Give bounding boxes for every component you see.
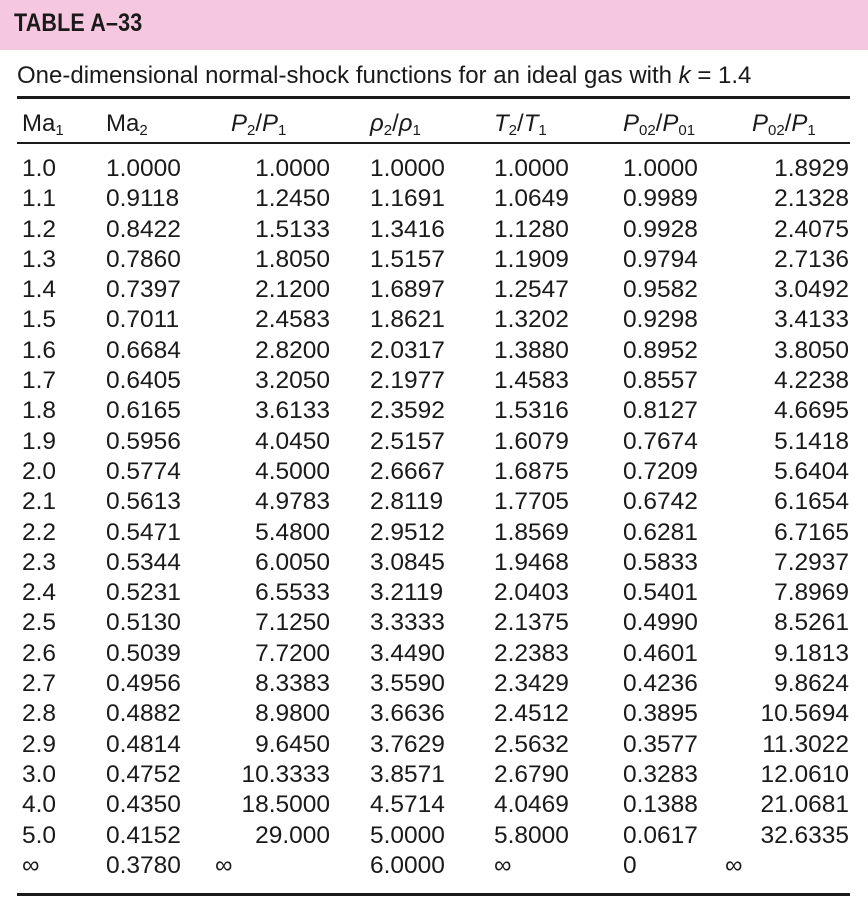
table-cell: 0.4814 (106, 730, 181, 758)
table-cell: 2.4 (22, 579, 57, 607)
header-symbol-denominator: ρ (398, 110, 413, 137)
column-header-3 (231, 110, 286, 139)
table-row (0, 852, 868, 882)
table-cell: 0.9582 (623, 276, 698, 304)
table-cell: 1.1909 (494, 245, 569, 273)
header-row (0, 106, 868, 142)
table-cell: 0.3577 (623, 730, 698, 758)
table-cell: 9.1813 (774, 639, 849, 667)
header-separator: / (255, 110, 263, 137)
table-cell: 3.2050 (255, 367, 330, 395)
table-cell: 1.8569 (494, 518, 569, 546)
table-cell: 2.2 (22, 518, 57, 546)
table-cell: 1.3 (22, 245, 57, 273)
table-cell: 2.0403 (494, 579, 569, 607)
table-cell: 2.8 (22, 700, 57, 728)
caption-k-symbol: k (678, 62, 691, 89)
table-cell: 2.9512 (370, 518, 445, 546)
table-cell: 3.6636 (370, 700, 445, 728)
table-cell: 0.5833 (623, 548, 698, 576)
table-cell: 1.6 (22, 336, 57, 364)
header-symbol-denominator: P (262, 110, 279, 137)
table-cell: 29.000 (255, 821, 330, 849)
table-cell: 2.6 (22, 639, 57, 667)
table-cell: 1.0000 (106, 155, 181, 182)
table-cell: 0.9928 (623, 215, 698, 243)
table-cell: 5.8000 (494, 821, 569, 849)
table-cell: 11.3022 (762, 730, 849, 758)
table-cell: 2.1375 (494, 609, 569, 637)
table-cell: 2.0317 (370, 336, 445, 364)
table-cell: 6.0050 (255, 548, 330, 576)
table-cell: 7.8969 (774, 579, 849, 607)
table-row (0, 519, 868, 549)
table-title: TABLE A–33 (14, 9, 143, 37)
table-cell: 2.3429 (494, 670, 569, 698)
table-cell: 32.6335 (760, 821, 849, 849)
header-separator: / (517, 110, 524, 137)
table-cell: 0.3283 (623, 760, 698, 788)
table-cell: 7.7200 (255, 639, 330, 667)
table-cell: 0.8952 (623, 336, 698, 364)
table-cell: 3.3333 (370, 609, 445, 637)
column-header-1 (22, 110, 64, 139)
table-cell: 0.5613 (106, 488, 181, 516)
table-cell: 0.7860 (106, 245, 181, 273)
table-cell: 3.6133 (255, 397, 330, 425)
table-cell: 9.8624 (774, 670, 849, 698)
table-cell: 0.0617 (623, 821, 698, 849)
table-cell: 1.5133 (255, 215, 330, 243)
header-subscript-denominator: 1 (807, 122, 816, 139)
table-cell: 1.6079 (494, 427, 569, 455)
header-separator: / (655, 110, 663, 137)
header-symbol: Ma (106, 110, 140, 137)
header-subscript-denominator: 1 (538, 122, 547, 139)
header-symbol: ρ (370, 110, 384, 137)
table-cell: 0.5774 (106, 457, 181, 485)
table-cell: ∞ (22, 851, 40, 879)
column-header-7 (752, 110, 816, 139)
table-cell: 0.6684 (106, 336, 181, 364)
table-row (0, 397, 868, 427)
table-cell: 3.4490 (370, 639, 445, 667)
table-row (0, 428, 868, 458)
table-cell: 0.6281 (623, 518, 698, 546)
table-caption (17, 62, 751, 90)
header-symbol-denominator: T (523, 110, 539, 137)
header-subscript: 02 (768, 122, 785, 139)
table-cell: 0.4882 (106, 700, 181, 728)
table-cell: 4.5714 (370, 791, 445, 819)
table-cell: 2.1328 (774, 185, 849, 213)
table-cell: 0.5956 (106, 427, 181, 455)
caption-suffix: = 1.4 (690, 62, 752, 89)
table-cell: 0.4956 (106, 670, 181, 698)
table-cell: 6.1654 (774, 488, 849, 516)
table-cell: 2.5157 (370, 427, 445, 455)
table-cell: 1.4 (22, 276, 57, 304)
table-cell: 2.3 (22, 548, 57, 576)
table-cell: 1.9468 (494, 548, 569, 576)
top-rule (17, 96, 850, 99)
table-cell: 0.8557 (623, 367, 698, 395)
table-cell: 6.0000 (370, 851, 445, 879)
table-cell: 0.7674 (623, 427, 698, 455)
table-row (0, 822, 868, 852)
table-row (0, 306, 868, 336)
table-cell: 0.4601 (623, 639, 698, 667)
header-subscript-denominator: 1 (412, 122, 421, 139)
table-cell: 10.5694 (760, 700, 849, 728)
table-cell: 0.5130 (106, 609, 181, 637)
table-cell: 1.3202 (494, 306, 569, 334)
table-cell: 0.4350 (106, 791, 181, 819)
table-cell: 1.8 (22, 397, 57, 425)
table-row (0, 700, 868, 730)
header-symbol: Ma (22, 110, 56, 137)
table-cell: 3.8050 (774, 336, 849, 364)
table-row (0, 761, 868, 791)
table-cell: 4.9783 (255, 488, 330, 516)
table-row (0, 791, 868, 821)
table-cell: 8.9800 (255, 700, 330, 728)
table-row (0, 216, 868, 246)
header-rule (17, 142, 850, 144)
table-cell: 0.5039 (106, 639, 181, 667)
table-cell: 0.9794 (623, 245, 698, 273)
table-cell: 0.5401 (623, 579, 698, 607)
table-cell: 1.6897 (370, 276, 445, 304)
table-cell: 3.8571 (370, 760, 445, 788)
table-cell: 1.3416 (370, 215, 445, 243)
header-symbol-denominator: P (791, 110, 808, 137)
table-row (0, 276, 868, 306)
table-cell: 2.6667 (370, 457, 445, 485)
table-row (0, 640, 868, 670)
table-cell: 0.9298 (623, 306, 698, 334)
header-subscript: 02 (639, 122, 656, 139)
table-cell: 2.7 (22, 670, 57, 698)
table-cell: 3.5590 (370, 670, 445, 698)
table-cell: 2.1200 (255, 276, 330, 304)
table-cell: 0.6405 (106, 367, 181, 395)
header-subscript: 2 (139, 122, 148, 139)
table-body (0, 155, 868, 882)
table-cell: 12.0610 (760, 760, 849, 788)
table-cell: 8.5261 (774, 609, 849, 637)
table-cell: 1.7705 (494, 488, 569, 516)
table-cell: 1.0000 (255, 155, 330, 182)
table-cell: 3.7629 (370, 730, 445, 758)
table-cell: 0.7397 (106, 276, 181, 304)
header-subscript: 2 (383, 122, 393, 139)
header-subscript: 2 (508, 122, 518, 139)
table-cell: 5.4800 (255, 518, 330, 546)
table-cell: 1.1280 (494, 215, 569, 243)
header-symbol: P (752, 110, 769, 137)
table-cell: 3.0492 (774, 276, 849, 304)
table-cell: 1.5316 (494, 397, 569, 425)
table-cell: 1.0 (22, 155, 57, 182)
table-cell: 7.1250 (255, 609, 330, 637)
table-cell: 1.0649 (494, 185, 569, 213)
header-subscript-denominator: 1 (278, 122, 287, 139)
table-cell: 0.4752 (106, 760, 181, 788)
table-cell: 0.5344 (106, 548, 181, 576)
table-cell: 2.5 (22, 609, 57, 637)
table-cell: 2.8119 (370, 488, 444, 516)
table-cell: 2.4075 (774, 215, 849, 243)
table-cell: 1.9 (22, 427, 57, 455)
column-header-4 (370, 110, 421, 139)
table-cell: 1.0000 (370, 155, 445, 182)
table-cell: 1.2450 (255, 185, 330, 213)
table-row (0, 458, 868, 488)
table-cell: 0.6742 (623, 488, 698, 516)
caption-prefix: One-dimensional normal-shock functions for an ideal gas with (17, 62, 679, 89)
table-cell: 3.0845 (370, 548, 445, 576)
table-row (0, 670, 868, 700)
table-cell: 4.5000 (255, 457, 330, 485)
table-cell: 3.2119 (370, 579, 444, 607)
header-subscript: 1 (55, 122, 64, 139)
table-cell: 0.5471 (106, 518, 181, 546)
table-row (0, 185, 868, 215)
table-cell: 3.4133 (774, 306, 849, 334)
table-cell: 1.8050 (255, 245, 330, 273)
table-cell: ∞ (494, 851, 512, 879)
header-symbol: P (231, 110, 248, 137)
table-cell: 10.3333 (241, 760, 330, 788)
table-cell: 0.5231 (106, 579, 181, 607)
table-cell: 1.0000 (623, 155, 698, 182)
table-row (0, 579, 868, 609)
table-cell: 0.7209 (623, 457, 698, 485)
header-separator: / (784, 110, 792, 137)
table-cell: 8.3383 (255, 670, 330, 698)
column-header-6 (623, 110, 695, 139)
table-cell: 0.8422 (106, 215, 181, 243)
table-cell: 2.8200 (255, 336, 330, 364)
table-cell: 2.6790 (494, 760, 569, 788)
table-cell: 2.0 (22, 457, 57, 485)
table-cell: 5.1418 (774, 427, 849, 455)
table-cell: 0.4236 (623, 670, 698, 698)
table-cell: 21.0681 (760, 791, 849, 819)
table-cell: 1.5157 (370, 245, 445, 273)
table-cell: 5.0 (22, 821, 57, 849)
table-cell: 2.1 (22, 488, 57, 516)
table-cell: 1.4583 (494, 367, 569, 395)
table-cell: ∞ (725, 851, 743, 879)
table-cell: 18.5000 (241, 791, 330, 819)
table-cell: 4.0469 (494, 791, 569, 819)
header-symbol: P (623, 110, 640, 137)
table-cell: 4.6695 (774, 397, 849, 425)
table-cell: 2.4512 (494, 700, 569, 728)
table-cell: 0.6165 (106, 397, 181, 425)
table-row (0, 731, 868, 761)
table-cell: 2.2383 (494, 639, 569, 667)
title-banner (0, 0, 868, 50)
header-symbol: T (494, 110, 509, 137)
table-cell: 2.1977 (370, 367, 445, 395)
table-cell: 1.6875 (494, 457, 569, 485)
table-cell: 1.3880 (494, 336, 569, 364)
table-cell: 4.0450 (255, 427, 330, 455)
table-cell: 3.0 (22, 760, 57, 788)
table-cell: 4.0 (22, 791, 57, 819)
table-row (0, 609, 868, 639)
table-cell: 2.7136 (774, 245, 849, 273)
table-cell: 2.4583 (255, 306, 330, 334)
table-row (0, 246, 868, 276)
table-row (0, 488, 868, 518)
header-subscript-denominator: 01 (678, 122, 696, 139)
table-cell: 0.3780 (106, 851, 181, 879)
table-cell: 0.9118 (106, 185, 180, 213)
table-cell: 0.8127 (623, 397, 698, 425)
table-cell: ∞ (215, 851, 233, 879)
table-cell: 0.3895 (623, 700, 698, 728)
table-cell: 5.0000 (370, 821, 445, 849)
table-cell: 6.7165 (774, 518, 849, 546)
table-cell: 6.5533 (255, 579, 330, 607)
header-symbol-denominator: P (662, 110, 679, 137)
header-subscript: 2 (247, 122, 256, 139)
table-cell: 0.9989 (623, 185, 698, 213)
table-row (0, 549, 868, 579)
table-cell: 0.7011 (106, 306, 180, 334)
table-cell: 2.3592 (370, 397, 445, 425)
table-cell: 1.0000 (494, 155, 569, 182)
bottom-rule (17, 893, 850, 896)
table-cell: 1.2 (22, 215, 57, 243)
table-cell: 1.8929 (774, 155, 849, 182)
table-cell: 9.6450 (255, 730, 330, 758)
table-cell: 0.4990 (623, 609, 698, 637)
table-cell: 1.7 (22, 367, 57, 395)
table-cell: 2.9 (22, 730, 57, 758)
table-row (0, 155, 868, 185)
column-header-5 (494, 110, 547, 139)
table-cell: 1.8621 (370, 306, 445, 334)
table-row (0, 337, 868, 367)
table-cell: 0.1388 (623, 791, 698, 819)
table-row (0, 367, 868, 397)
header-separator: / (392, 110, 399, 137)
table-cell: 1.5 (22, 306, 57, 334)
table-cell: 0.4152 (106, 821, 181, 849)
table-cell: 4.2238 (774, 367, 849, 395)
table-cell: 1.2547 (494, 276, 569, 304)
column-header-2 (106, 110, 148, 139)
table-cell: 1.1691 (370, 185, 445, 213)
table-cell: 7.2937 (774, 548, 849, 576)
table-cell: 1.1 (22, 185, 57, 213)
table-cell: 0 (623, 851, 637, 879)
table-cell: 5.6404 (774, 457, 849, 485)
table-cell: 2.5632 (494, 730, 569, 758)
